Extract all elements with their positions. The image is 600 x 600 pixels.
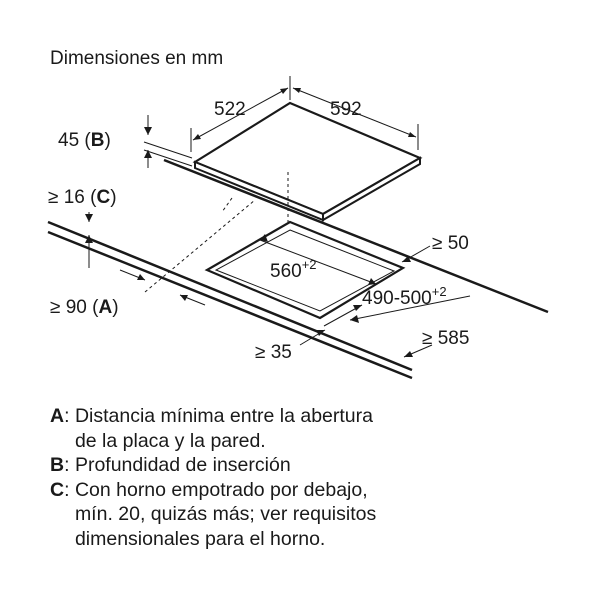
label-hob-width: 522	[214, 99, 246, 120]
label-back-min: ≥ 50	[432, 233, 469, 254]
label-counter-depth: ≥ 585	[422, 328, 470, 349]
legend-colon: :	[64, 454, 75, 477]
legend-colon: :	[64, 405, 75, 427]
label-front-min: ≥ 35	[255, 342, 292, 363]
legend	[50, 404, 570, 552]
label-wall-distance: ≥ 90 (A)	[50, 297, 119, 318]
legend-letter: C	[50, 478, 65, 501]
legend-letter: B	[50, 454, 65, 477]
diagram-title: Dimensiones en mm	[50, 48, 224, 69]
legend-item-a	[50, 404, 570, 453]
legend-item-b	[50, 453, 570, 478]
label-counter-thickness: ≥ 16 (C)	[48, 187, 117, 208]
legend-text: Con horno empotrado por debajo, mín. 20, quizás más; ver requisitos dimensionales para el horno.	[74, 478, 377, 550]
legend-item-c	[50, 478, 570, 552]
label-cutout-depth: $490-500^{+2}$	[362, 284, 447, 309]
label-hob-depth: 592	[330, 99, 362, 120]
label-insertion-depth: 45 (B)	[58, 130, 111, 151]
label-cutout-width: $560^{+2}$	[270, 257, 317, 282]
legend-letter: A	[50, 405, 65, 427]
legend-text: Profundidad de inserción	[74, 454, 291, 477]
legend-text: Distancia mínima entre la abertura de la placa y la pared.	[74, 405, 373, 452]
legend-colon: :	[64, 478, 75, 501]
